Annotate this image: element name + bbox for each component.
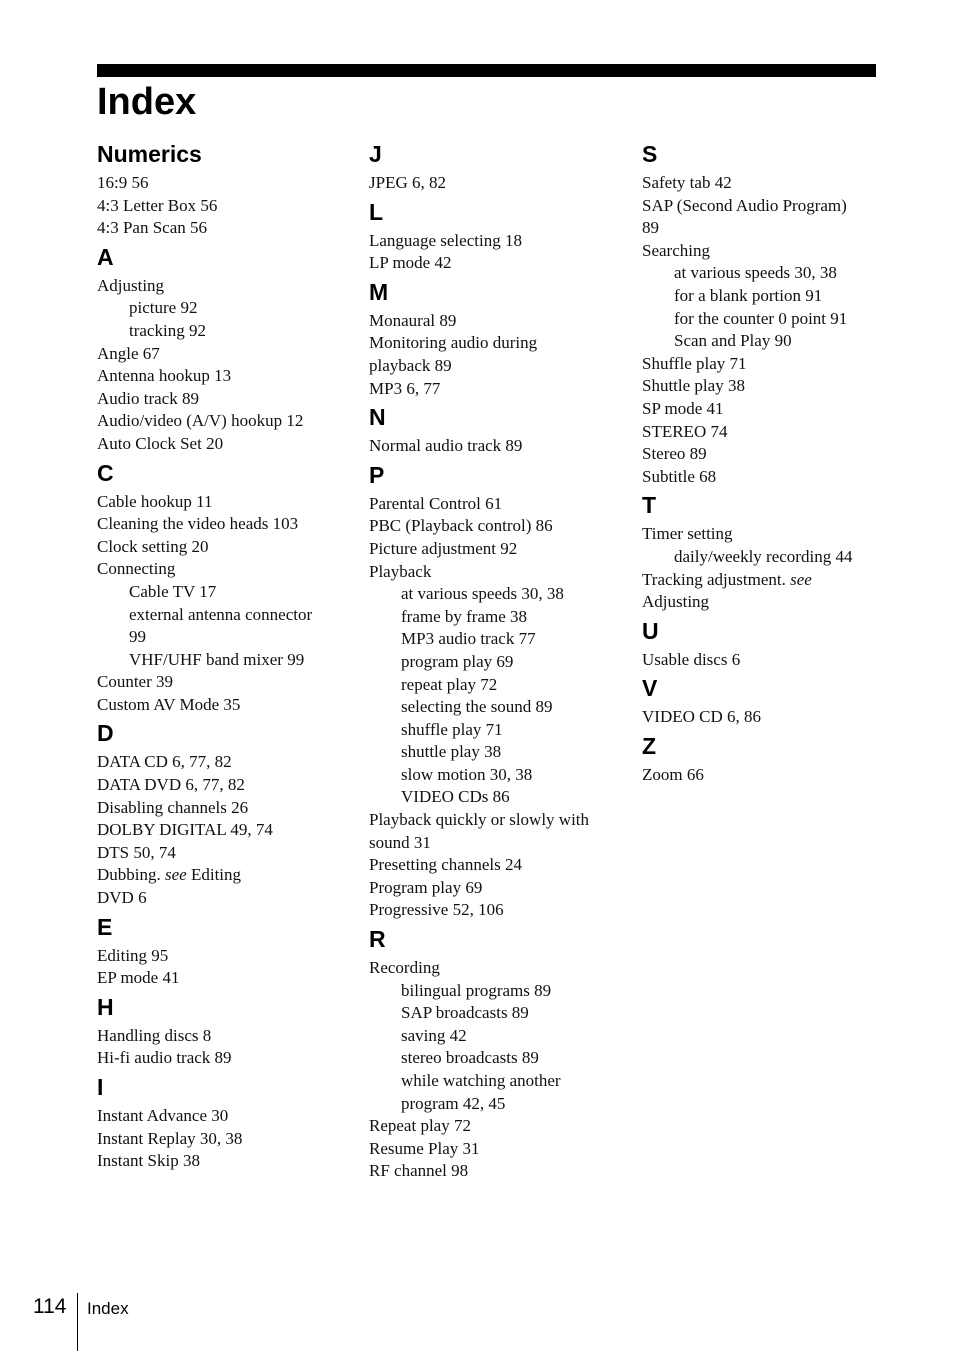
index-entry: Monitoring audio during [369,333,538,353]
index-section [97,719,337,909]
index-entry: RF channel 98 [369,1161,469,1181]
footer-section-label: Index [87,1299,129,1318]
index-entry: Connecting [97,559,176,579]
index-entry: Normal audio track 89 [369,436,523,456]
index-entry: SAP (Second Audio Program) [642,195,847,215]
index-subentry: while watching another [401,1071,561,1090]
index-entry: 89 [642,218,659,238]
index-section [97,140,337,240]
index-entry: DATA CD 6, 77, 82 [97,752,232,772]
index-subentry: saving 42 [401,1025,467,1045]
see-reference: see [165,865,187,885]
index-entry: Playback [369,561,432,581]
index-section [642,491,882,613]
index-section [97,243,337,456]
index-entry: Program play 69 [369,877,483,897]
index-entry: Counter 39 [97,672,174,692]
index-section [369,403,609,458]
section-heading: P [369,461,385,488]
index-entry: 4:3 Letter Box 56 [97,195,218,215]
index-entry: Auto Clock Set 20 [97,433,224,453]
index-section [97,1073,337,1173]
section-heading: Numerics [97,141,202,167]
index-subentry: for a blank portion 91 [674,285,823,305]
index-subentry: for the counter 0 point 91 [674,308,848,328]
page-number: 114 [33,1295,67,1318]
index-subentry: picture 92 [129,298,198,318]
index-subentry: program play 69 [401,651,514,671]
index-subentry: shuttle play 38 [401,742,502,762]
index-entry: Zoom 66 [642,764,704,784]
index-entry: Usable discs 6 [642,649,741,669]
index-entry: Handling discs 8 [97,1025,212,1045]
index-column-3 [642,137,882,786]
index-entry: Language selecting 18 [369,230,522,250]
index-subentry: external antenna connector [129,604,313,624]
index-entry: Audio/video (A/V) hookup 12 [97,411,304,431]
index-section [642,617,882,672]
index-section [97,913,337,990]
index-entry: Hi-fi audio track 89 [97,1048,232,1068]
section-heading: Z [642,732,657,759]
index-entry [97,864,337,887]
index-subentry: stereo broadcasts 89 [401,1048,539,1068]
section-heading: N [369,404,386,431]
index-subentry: SAP broadcasts 89 [401,1003,529,1023]
index-section [369,925,609,1183]
index-subentry: selecting the sound 89 [401,697,553,717]
see-reference: see [790,569,812,589]
section-heading: J [369,141,382,167]
index-entry: Safety tab 42 [642,173,732,192]
index-column-1 [97,137,337,1173]
section-heading: H [97,993,114,1020]
section-heading: T [642,492,657,519]
section-heading: M [369,278,389,305]
index-entry: Shuffle play 71 [642,353,747,373]
index-entry: 16:9 56 [97,173,149,192]
index-entry: SP mode 41 [642,398,724,418]
index-subentry: program 42, 45 [401,1093,506,1113]
index-entry: Instant Replay 30, 38 [97,1128,243,1148]
index-entry: Cable hookup 11 [97,491,213,511]
index-entry: Clock setting 20 [97,536,209,556]
index-entry: Timer setting [642,524,733,544]
index-entry: Adjusting [97,275,165,295]
index-section [369,461,609,922]
index-section [642,140,882,488]
entry-text-after: Editing [186,865,242,885]
footer-divider [77,1293,78,1351]
index-section [369,140,609,195]
index-entry: Disabling channels 26 [97,797,249,817]
index-entry: Picture adjustment 92 [369,538,518,558]
index-entry: Instant Advance 30 [97,1106,229,1125]
index-entry: Progressive 52, 106 [369,900,504,920]
entry-text: Tracking adjustment. [642,569,791,589]
index-section [369,198,609,275]
index-column-2 [369,137,609,1183]
index-entry: DVD 6 [97,888,147,908]
index-entry: LP mode 42 [369,253,452,273]
index-entry: Recording [369,958,440,978]
index-entry: Subtitle 68 [642,466,717,486]
index-entry: STEREO 74 [642,421,728,441]
section-heading: I [97,1074,104,1100]
index-subentry: Scan and Play 90 [674,331,792,351]
index-entry: Monaural 89 [369,310,457,330]
index-entry: sound 31 [369,832,431,852]
index-entry: Editing 95 [97,945,169,965]
index-entry: Searching [642,240,710,260]
index-subentry: frame by frame 38 [401,606,528,626]
index-entry: playback 89 [369,355,452,375]
index-section [642,674,882,729]
index-entry: Instant Skip 38 [97,1151,200,1171]
index-entry: DOLBY DIGITAL 49, 74 [97,820,273,840]
index-entry: MP3 6, 77 [369,378,441,398]
section-heading: L [369,198,384,225]
index-subentry: VIDEO CDs 86 [401,787,510,807]
index-subentry: at various speeds 30, 38 [674,263,837,283]
index-section [369,278,609,400]
section-heading: D [97,720,114,747]
index-subentry: repeat play 72 [401,674,498,694]
index-subentry: MP3 audio track 77 [401,629,536,649]
section-heading: E [97,913,113,940]
index-entry: Adjusting [642,592,710,612]
section-heading: S [642,141,658,167]
index-subentry: bilingual programs 89 [401,980,552,1000]
index-subentry: tracking 92 [129,320,206,340]
index-entry: Cleaning the video heads 103 [97,514,299,534]
index-entry: Playback quickly or slowly with [369,810,590,830]
index-entry [642,569,882,592]
index-entry: Parental Control 61 [369,493,503,513]
index-subentry: VHF/UHF band mixer 99 [129,649,305,669]
index-entry: 4:3 Pan Scan 56 [97,218,208,238]
index-subentry: slow motion 30, 38 [401,764,533,784]
title-rule [97,64,876,77]
page-title: Index [97,81,197,123]
index-entry: Angle 67 [97,343,160,363]
index-entry: VIDEO CD 6, 86 [642,707,761,727]
index-subentry: at various speeds 30, 38 [401,584,564,604]
index-subentry: Cable TV 17 [129,581,217,601]
index-entry: DATA DVD 6, 77, 82 [97,775,245,795]
index-entry: PBC (Playback control) 86 [369,516,553,536]
index-entry: DTS 50, 74 [97,842,176,862]
section-heading: A [97,243,114,270]
index-entry: JPEG 6, 82 [369,173,446,192]
section-heading: C [97,459,114,486]
index-subentry: shuffle play 71 [401,719,503,739]
index-entry: Audio track 89 [97,388,199,408]
index-entry: Shuttle play 38 [642,376,745,396]
index-entry: Custom AV Mode 35 [97,694,241,714]
index-entry: Stereo 89 [642,444,707,464]
index-entry: Repeat play 72 [369,1116,471,1136]
index-section [97,459,337,717]
section-heading: R [369,926,386,953]
section-heading: U [642,617,659,644]
index-subentry: daily/weekly recording 44 [674,546,853,566]
index-entry: Antenna hookup 13 [97,366,232,386]
index-section [97,993,337,1070]
index-subentry: 99 [129,627,146,647]
index-entry: Resume Play 31 [369,1138,480,1158]
entry-text: Dubbing. [97,865,165,885]
index-section [642,732,882,787]
index-entry: Presetting channels 24 [369,855,522,875]
section-heading: V [642,675,658,702]
index-entry: EP mode 41 [97,968,180,988]
